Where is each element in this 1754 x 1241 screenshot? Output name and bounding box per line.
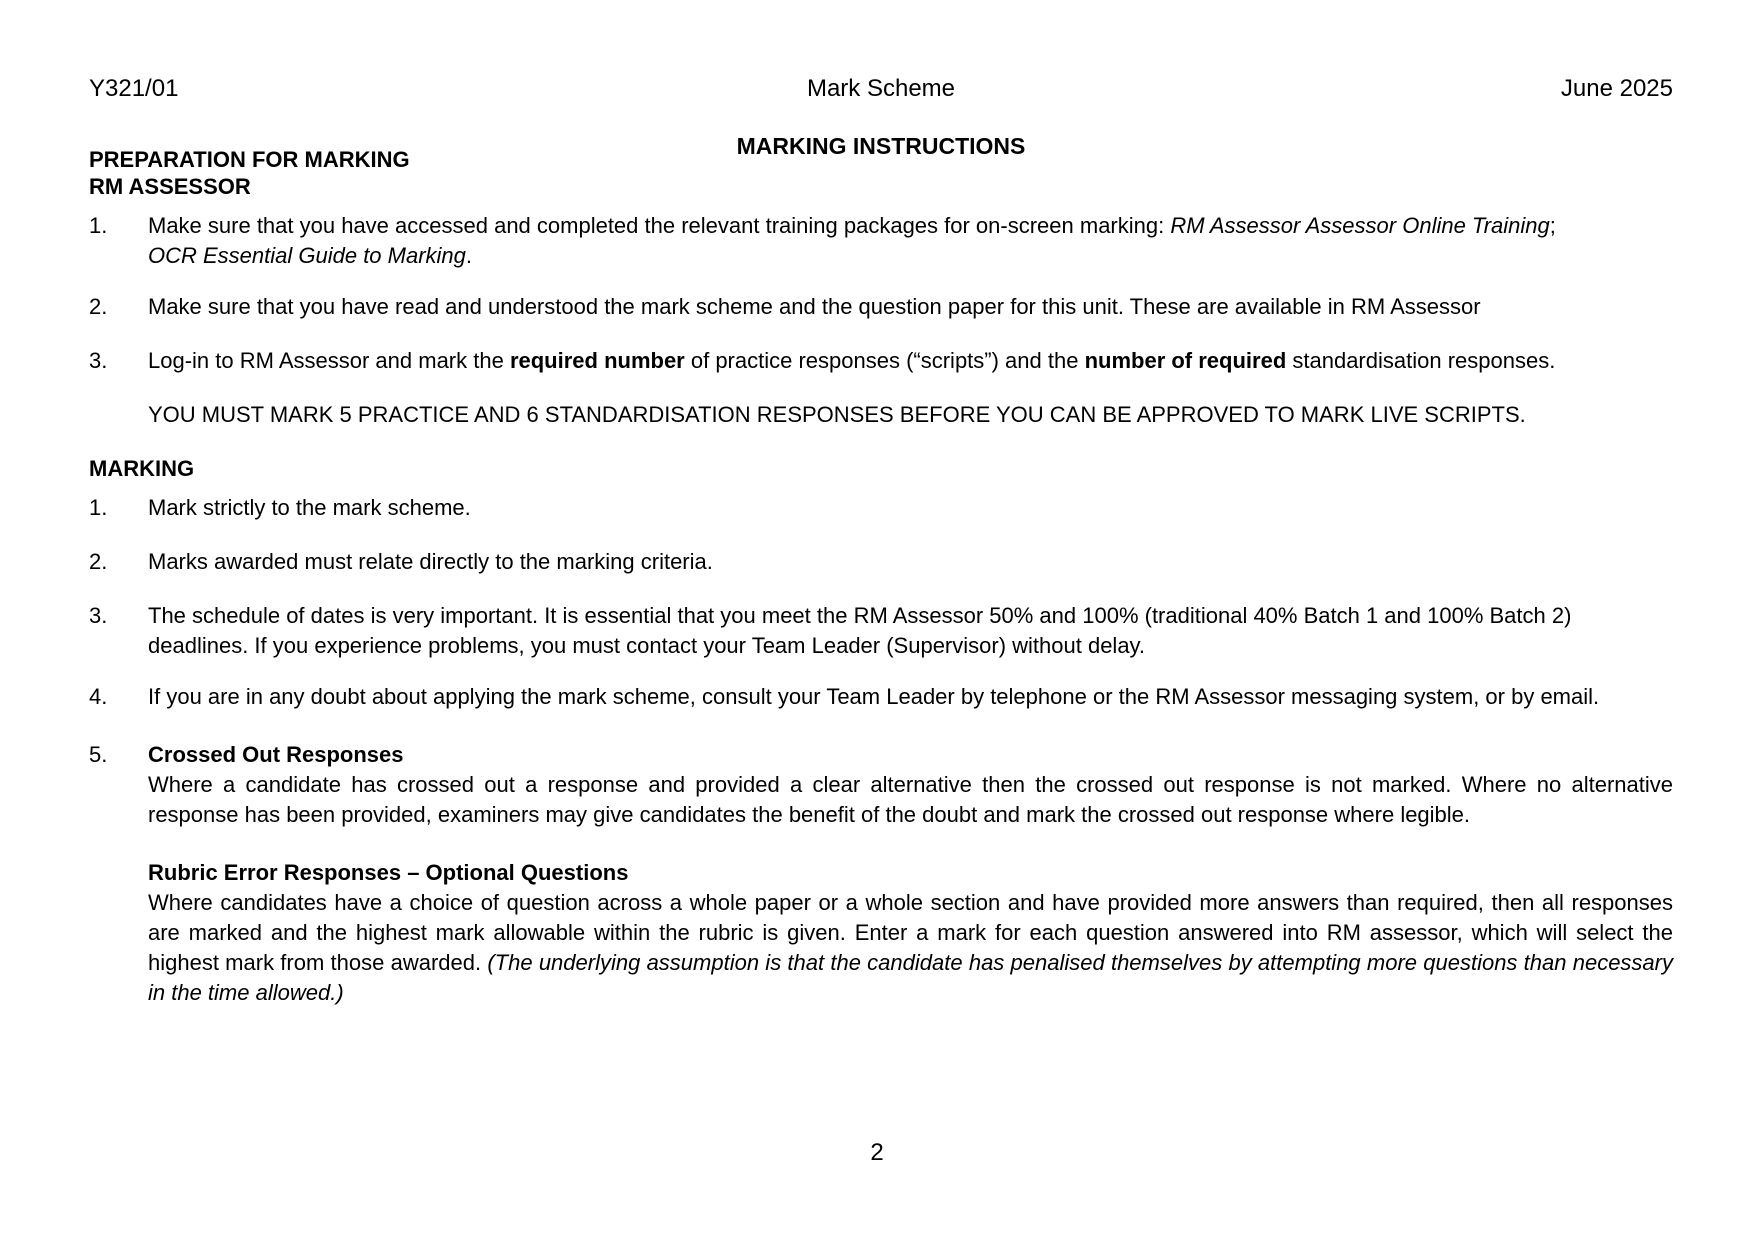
item-number: 2. — [89, 549, 108, 574]
emphasis-required-number: required number — [509, 348, 685, 373]
emphasis-number-of-required: number of required — [1084, 348, 1287, 373]
rubric-assumption-note: (The underlying assumption is that the candidate has penalised themselves by attempting more questions than necessary in the time allowed.) — [148, 950, 1673, 1005]
item-text: Marks awarded must relate directly to the marking criteria. — [148, 549, 713, 574]
crossed-out-text: Where a candidate has crossed out a response and provided a clear alternative then the crossed out response is not marked. Where no alternative response has been provided, examiners may give candidates the benefit of the doubt and mark the crossed out response where legible. — [148, 772, 1673, 827]
prep-item-3 — [89, 346, 1673, 376]
item-text: Make sure that you have read and understood the mark scheme and the question paper for this unit. These are available in RM Assessor — [148, 294, 1481, 319]
prep-item-2 — [89, 292, 1673, 322]
page-header — [89, 72, 1673, 106]
marking-item-1 — [89, 493, 1673, 523]
training-title: RM Assessor Assessor Online Training — [1170, 213, 1550, 238]
paper-code: Y321/01 — [89, 75, 179, 102]
prep-item-1 — [89, 211, 1673, 271]
marking-item-5 — [89, 740, 1673, 1008]
document-type: Mark Scheme — [806, 75, 956, 102]
item-number: 4. — [89, 684, 108, 709]
item-number: 1. — [89, 213, 108, 238]
exam-session: June 2025 — [1560, 75, 1673, 102]
item-text: Make sure that you have accessed and completed the relevant training packages for on-screen marking: RM Assessor Assessor Online Training; OCR Essential Guide to Marking. — [148, 213, 1556, 268]
section-heading-rm-assessor: RM ASSESSOR — [89, 174, 251, 199]
rubric-error-text: Where candidates have a choice of question across a whole paper or a whole section and have provided more answers than required, then all responses are marked and the highest mark allowable within the rubric is given. Enter a mark for each question answered into RM assessor, which will select the highest mark from those awarded. (The underlying assumption is that the candidate has penalised themselves by attempting more questions than necessary in the time allowed.) — [148, 890, 1673, 1005]
rubric-error-heading: Rubric Error Responses – Optional Questions — [148, 860, 629, 885]
item-text: Mark strictly to the mark scheme. — [148, 495, 471, 520]
marking-item-2 — [89, 547, 1673, 577]
guide-title: OCR Essential Guide to Marking — [148, 243, 466, 268]
section-heading-preparation: PREPARATION FOR MARKING — [89, 147, 410, 172]
marking-item-4 — [89, 682, 1673, 712]
item-text: Log-in to RM Assessor and mark the required number of practice responses (“scripts”) and the number of required standardisation responses. — [148, 348, 1556, 373]
section-heading-marking: MARKING — [89, 456, 195, 481]
item-number: 3. — [89, 603, 108, 628]
marking-item-3 — [89, 601, 1673, 661]
item-number: 3. — [89, 348, 108, 373]
item-number: 5. — [89, 742, 108, 767]
item-text: The schedule of dates is very important. It is essential that you meet the RM Assessor 50% and 100% (traditional 40% Batch 1 and 100% Batch 2) deadlines. If you experience problems, you must contact your Team Leader (Supervisor) without delay. — [148, 603, 1572, 658]
item-number: 1. — [89, 495, 108, 520]
page-title: MARKING INSTRUCTIONS — [736, 133, 1026, 159]
crossed-out-heading: Crossed Out Responses — [148, 742, 404, 767]
mandatory-note: YOU MUST MARK 5 PRACTICE AND 6 STANDARDISATION RESPONSES BEFORE YOU CAN BE APPROVED TO MARK LIVE SCRIPTS. — [148, 402, 1526, 427]
prep-item-3-note — [89, 400, 1673, 430]
item-text: If you are in any doubt about applying the mark scheme, consult your Team Leader by telephone or the RM Assessor messaging system, or by email. — [148, 684, 1600, 709]
page-number: 2 — [870, 1139, 884, 1166]
item-number: 2. — [89, 294, 108, 319]
